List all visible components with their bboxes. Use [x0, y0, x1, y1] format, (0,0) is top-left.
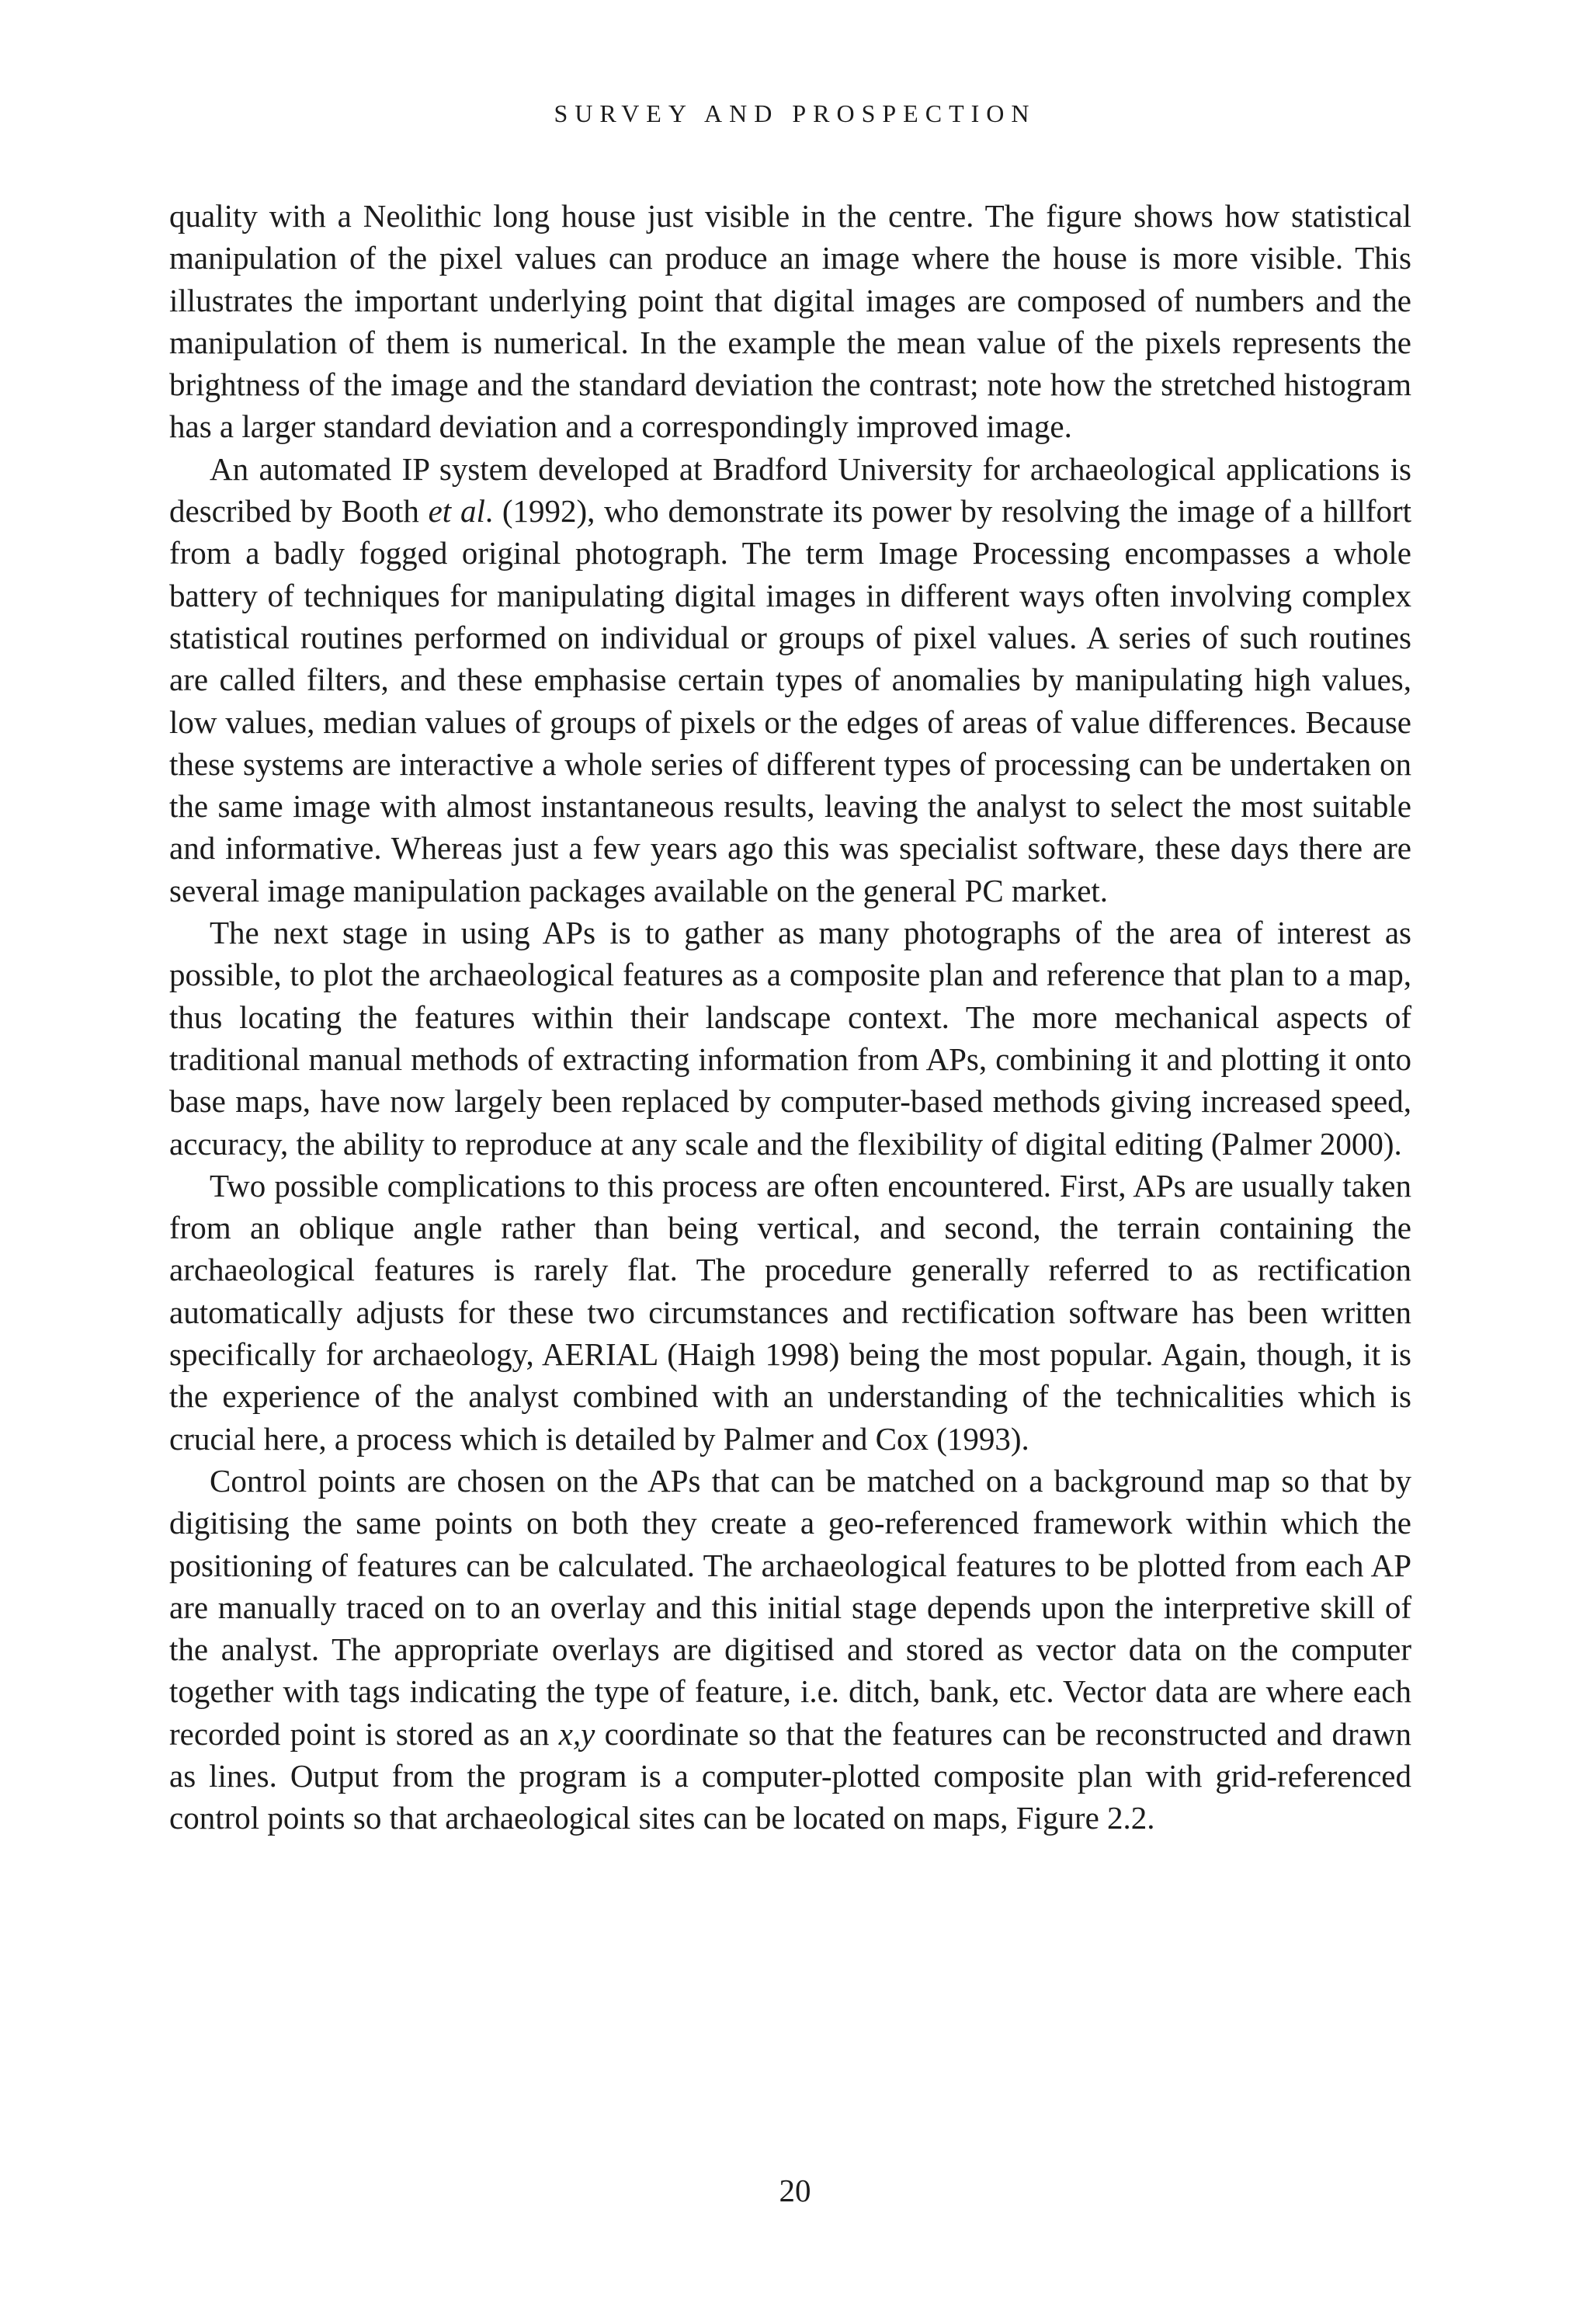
paragraph-complications: Two possible complications to this process are often encountered. First, APs are usually taken from an oblique angle rather than being vertical, and second, the terrain containing the archaeological features is rarely flat. The procedure generally referred to as rectification automatically adjusts for these two circumstances and rectification software has been written specifically for archaeology, AERIAL (Haigh 1998) being the most popular. Again, though, it is the experience of the analyst combined with an understanding of the technicalities which is crucial here, a process which is detailed by Palmer and Cox (1993).	[169, 1167, 1411, 1457]
paragraph-control-points	[169, 1460, 1411, 1839]
paragraph-next-stage: The next stage in using APs is to gather as many photographs of the area of interest as possible, to plot the archaeological features as a composite plan and reference that plan to a map, thus locating the features within their landscape context. The more mechanical aspects of traditional manual methods of extracting information from APs, combining it and plotting it onto base maps, have now largely been replaced by computer-based methods giving increased speed, accuracy, the ability to reproduce at any scale and the flexibility of digital editing (Palmer 2000).	[169, 915, 1411, 1162]
paragraph-text: Control points are chosen on the APs that can be matched on a background map so that by digitising the same points on both they create a geo-referenced framework within which the positioning of features can be calculated. The archaeological features to be plotted from each AP are manually traced on to an overlay and this initial stage depends upon the interpretive skill of the analyst. The appropriate overlays are digitised and stored as vector data on the computer together with tags indicating the type of feature, i.e. ditch, bank, etc. Vector data are where each recorded point is stored as an	[169, 1462, 1411, 1752]
paragraph-ip-system	[169, 448, 1411, 912]
body-text	[169, 195, 1411, 1839]
paragraph-continuation: quality with a Neolithic long house just visible in the centre. The figure shows how statistical manipulation of the pixel values can produce an image where the house is more visible. This illustrates the important underlying point that digital images are composed of numbers and the manipulation of them is numerical. In the example the mean value of the pixels represents the brightness of the image and the standard deviation the contrast; note how the stretched histogram has a larger standard deviation and a correspondingly improved image.	[169, 198, 1411, 445]
paragraph-text: coordinate so that the features can be reconstructed and drawn as lines. Output from the program is a computer-plotted composite plan with grid-referenced control points so that archaeological sites can be located on maps, Figure 2.2.	[169, 1715, 1411, 1836]
citation-italic: et al	[428, 493, 485, 530]
page-number: 20	[779, 2173, 811, 2208]
paragraph-text: . (1992), who demonstrate its power by resolving the image of a hillfort from a badly fogged original photograph. The term Image Processing encompasses a whole battery of techniques for manipulating digital images in different ways often involving complex statistical routines performed on individual or groups of pixel values. A series of such routines are called filters, and these emphasise certain types of anomalies by manipulating high values, low values, median values of groups of pixels or the edges of areas of value differences. Because these systems are interactive a whole series of different types of processing can be undertaken on the same image with almost instantaneous results, leaving the analyst to select the most suitable and informative. Whereas just a few years ago this was specialist software, these days there are several image manipulation packages available on the general PC market.	[169, 493, 1411, 908]
running-head: SURVEY AND PROSPECTION	[554, 99, 1036, 127]
coordinate-italic: x,y	[558, 1715, 595, 1752]
paragraph-text: An automated IP system developed at Bradford University for archaeological applications is described by Booth	[169, 450, 1411, 530]
